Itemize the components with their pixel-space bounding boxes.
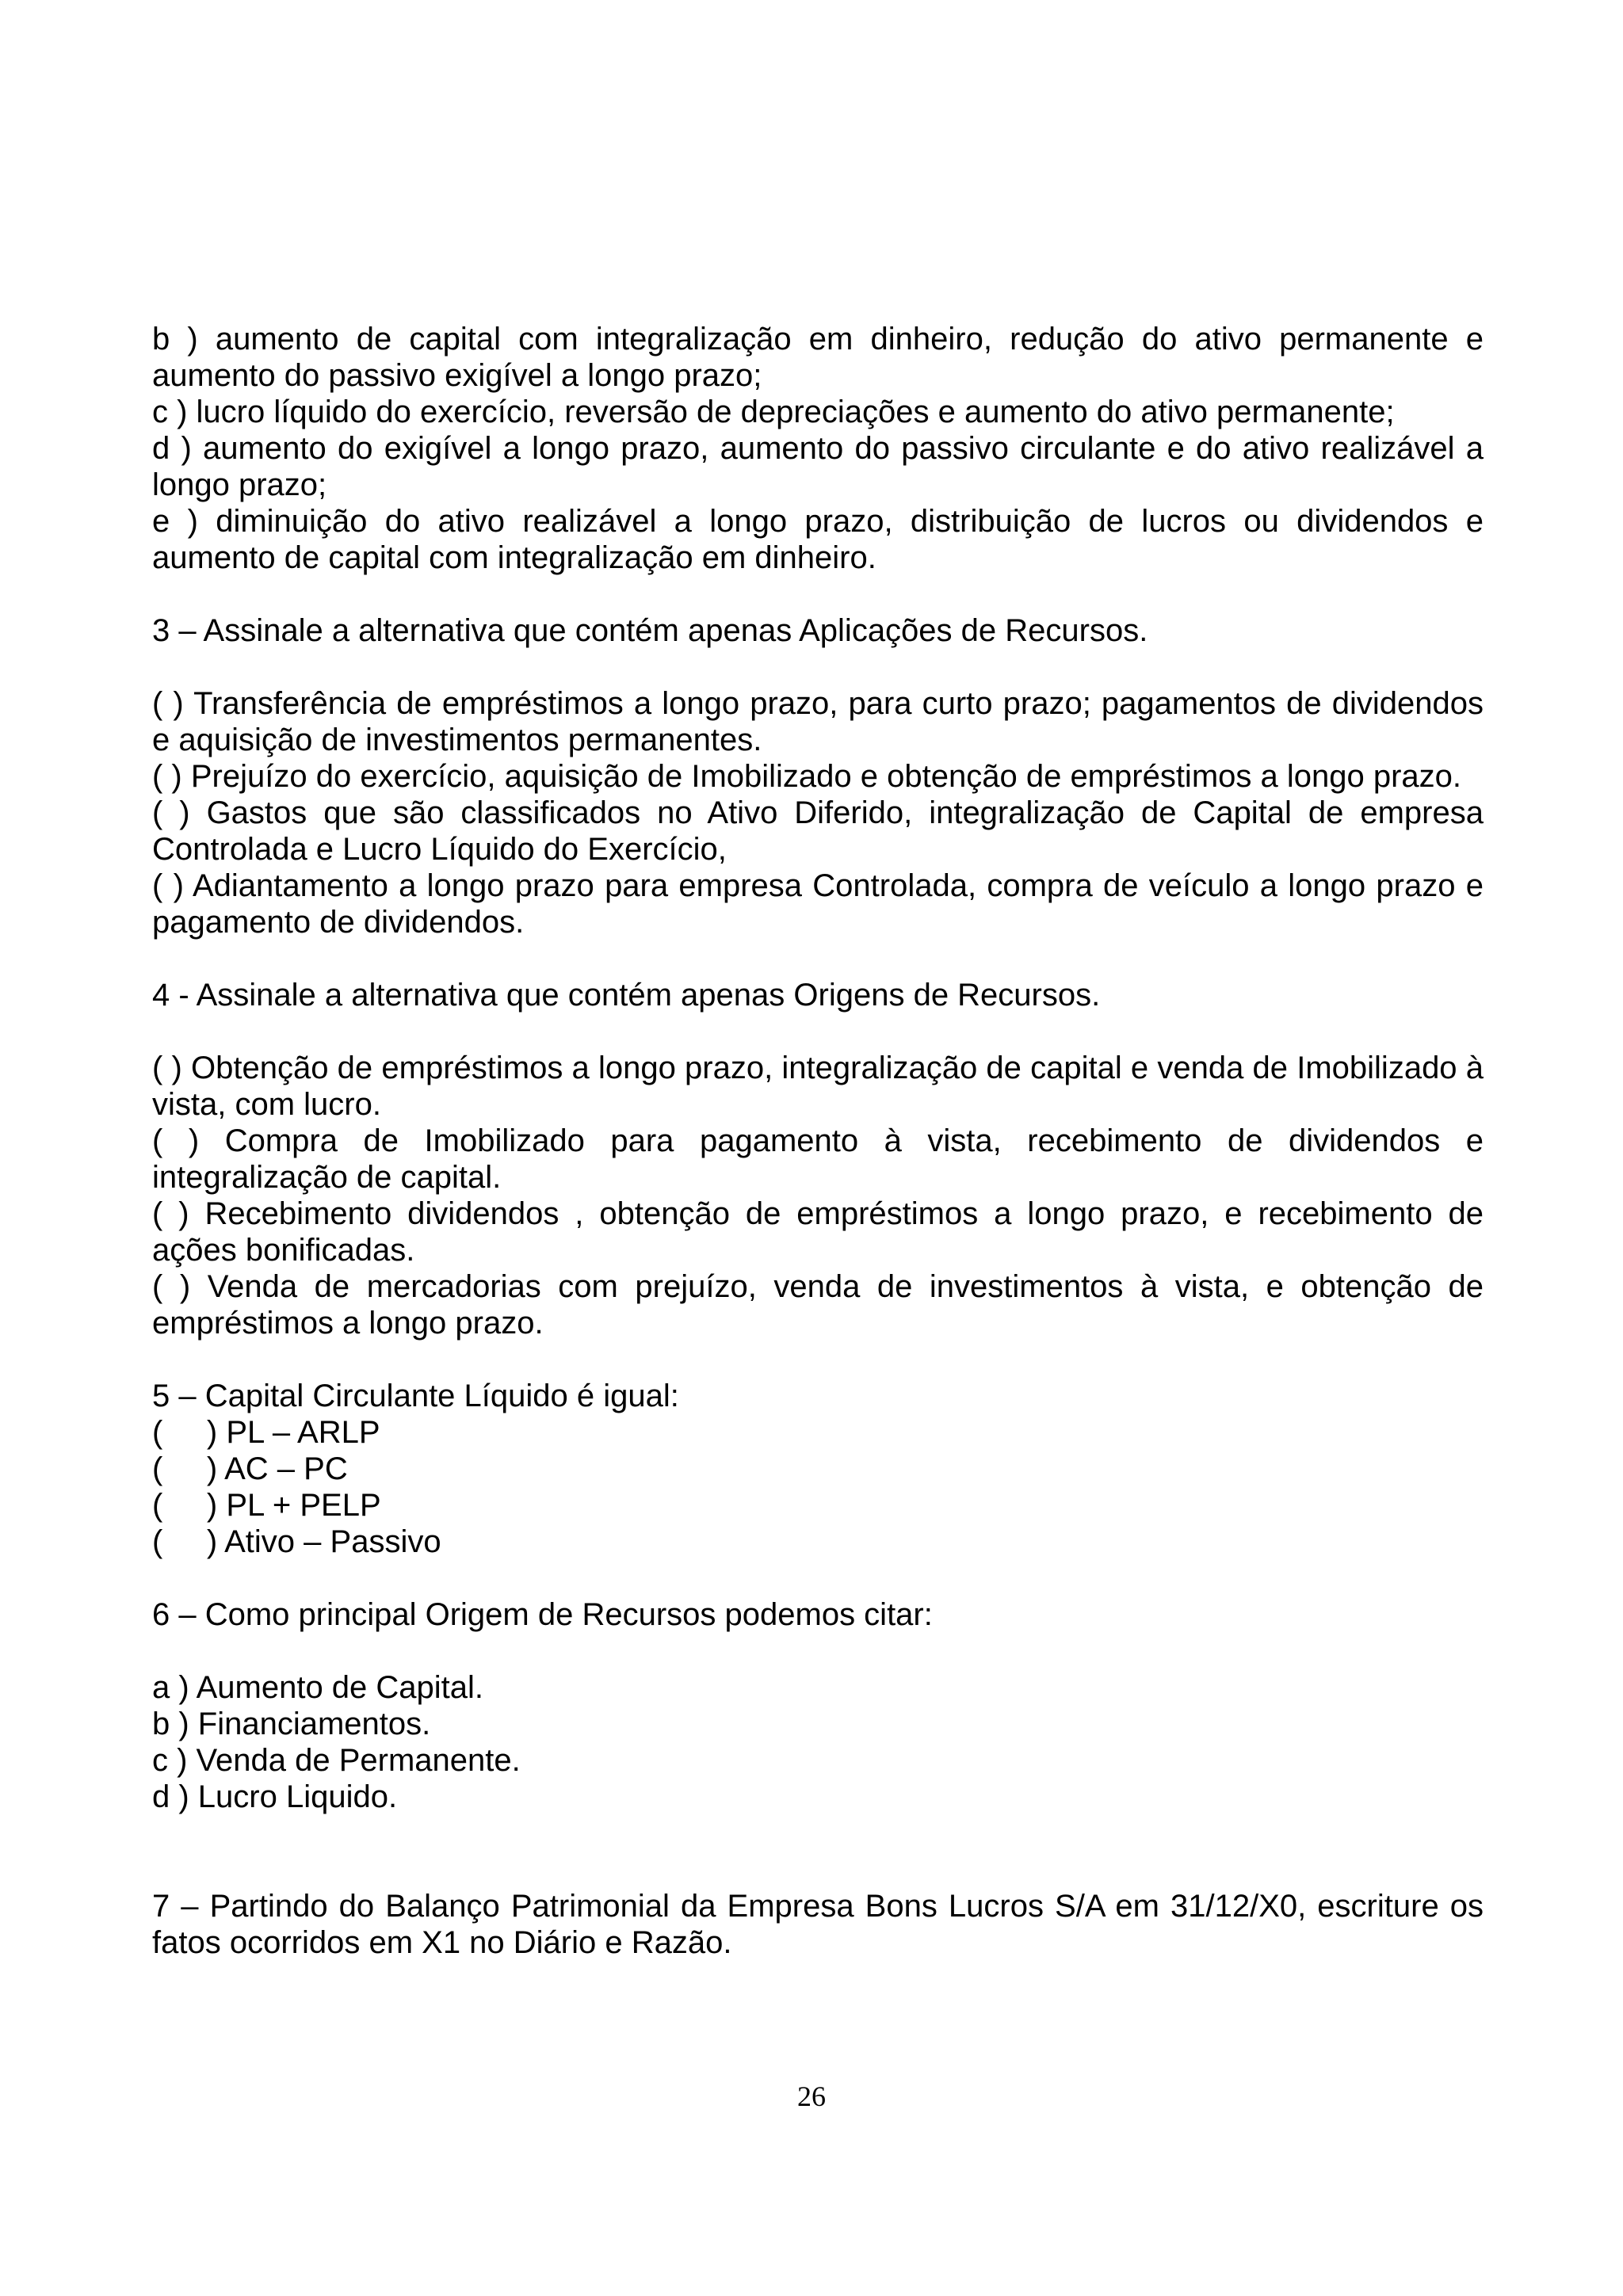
question-5 bbox=[152, 1378, 1484, 1560]
answer-option-d: d ) aumento do exigível a longo prazo, aumento do passivo circulante e do ativo realizável a longo prazo; bbox=[152, 431, 1484, 502]
question-4-prompt: 4 - Assinale a alternativa que contém apenas Origens de Recursos. bbox=[152, 978, 1101, 1013]
question-3-option-2: ( ) Prejuízo do exercício, aquisição de Imobilizado e obtenção de empréstimos a longo prazo. bbox=[152, 759, 1462, 794]
question-7-prompt: 7 – Partindo do Balanço Patrimonial da Empresa Bons Lucros S/A em 31/12/X0, escriture os fatos ocorridos em X1 no Diário e Razão. bbox=[152, 1889, 1484, 1960]
question-6-option-a: a ) Aumento de Capital. bbox=[152, 1670, 484, 1705]
question-6-option-d: d ) Lucro Liquido. bbox=[152, 1779, 398, 1814]
question-4-option-1: ( ) Obtenção de empréstimos a longo prazo, integralização de capital e venda de Imobilizado à vista, com lucro. bbox=[152, 1051, 1484, 1122]
question-5-prompt: 5 – Capital Circulante Líquido é igual: bbox=[152, 1379, 679, 1413]
page-number: 26 bbox=[797, 2081, 826, 2112]
answer-option-b: b ) aumento de capital com integralização em dinheiro, redução do ativo permanente e aumento do passivo exigível a longo prazo; bbox=[152, 322, 1484, 393]
question-3-option-4: ( ) Adiantamento a longo prazo para empresa Controlada, compra de veículo a longo prazo e pagamento de dividendos. bbox=[152, 868, 1484, 940]
question-6-option-b: b ) Financiamentos. bbox=[152, 1707, 431, 1741]
question-4-option-4: ( ) Venda de mercadorias com prejuízo, venda de investimentos à vista, e obtenção de empréstimos a longo prazo. bbox=[152, 1269, 1484, 1341]
question-5-option-3: ( ) PL + PELP bbox=[152, 1488, 381, 1523]
question-5-option-2: ( ) AC – PC bbox=[152, 1451, 348, 1486]
question-3-prompt: 3 – Assinale a alternativa que contém apenas Aplicações de Recursos. bbox=[152, 613, 1148, 648]
question-4-option-2: ( ) Compra de Imobilizado para pagamento à vista, recebimento de dividendos e integralização de capital. bbox=[152, 1123, 1484, 1195]
question-2-continued bbox=[152, 321, 1484, 576]
question-5-option-4: ( ) Ativo – Passivo bbox=[152, 1524, 441, 1559]
question-6-option-c: c ) Venda de Permanente. bbox=[152, 1743, 521, 1778]
answer-option-c: c ) lucro líquido do exercício, reversão de depreciações e aumento do ativo permanente; bbox=[152, 395, 1395, 429]
question-7 bbox=[152, 1888, 1484, 1961]
question-4-option-3: ( ) Recebimento dividendos , obtenção de empréstimos a longo prazo, e recebimento de ações bonificadas. bbox=[152, 1196, 1484, 1268]
question-6-prompt: 6 – Como principal Origem de Recursos podemos citar: bbox=[152, 1597, 933, 1632]
question-3 bbox=[152, 612, 1484, 940]
question-5-option-1: ( ) PL – ARLP bbox=[152, 1415, 380, 1450]
question-6 bbox=[152, 1596, 1484, 1815]
question-4 bbox=[152, 977, 1484, 1341]
answer-option-e: e ) diminuição do ativo realizável a longo prazo, distribuição de lucros ou dividendos e aumento de capital com integralização em dinheiro. bbox=[152, 504, 1484, 575]
question-3-option-1: ( ) Transferência de empréstimos a longo prazo, para curto prazo; pagamentos de dividendos e aquisição de investimentos permanentes. bbox=[152, 686, 1484, 757]
question-3-option-3: ( ) Gastos que são classificados no Ativo Diferido, integralização de Capital de empresa Controlada e Lucro Líquido do Exercício, bbox=[152, 795, 1484, 867]
document-page bbox=[152, 321, 1484, 1961]
